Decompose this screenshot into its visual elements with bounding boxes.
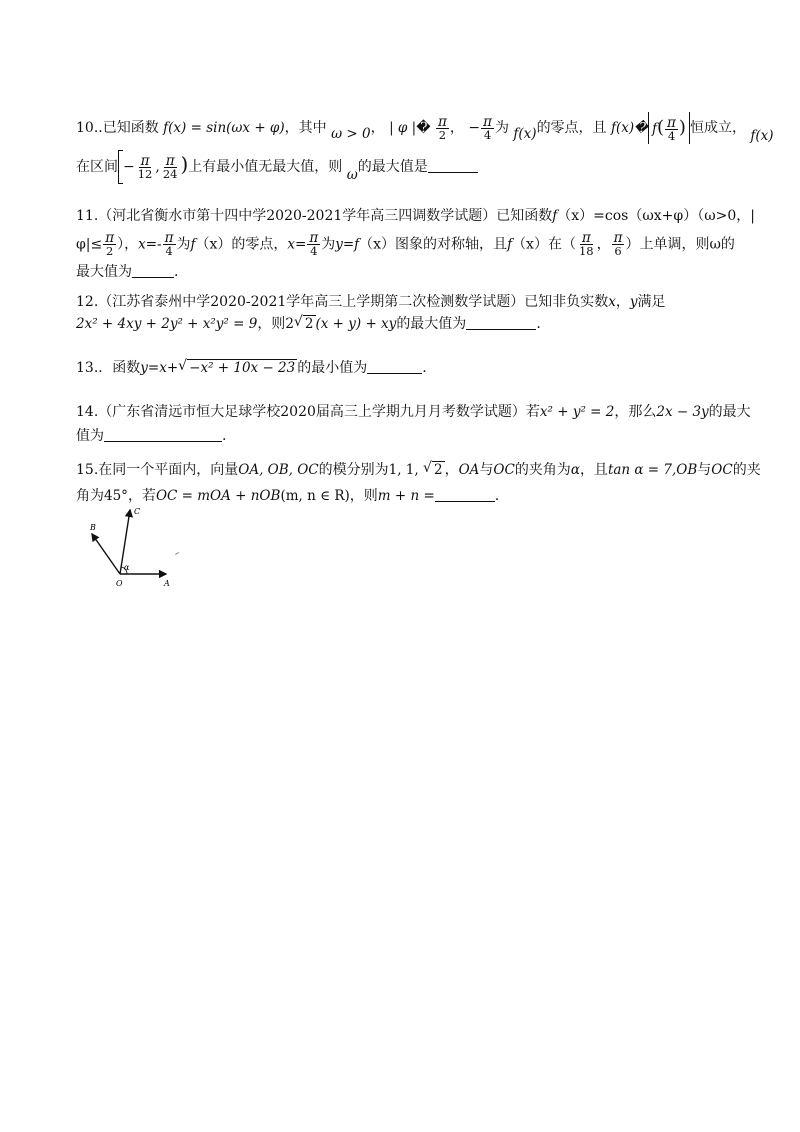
answer-blank-q11[interactable] [132, 265, 174, 278]
answer-blank-q14[interactable] [104, 429, 222, 442]
q12-line2: 2x² + 4xy + 2y² + x²y² = 9，则2√ 2 (x + y) + xy的最大值为 . [76, 314, 730, 334]
q11-line3: 最大值为 . [76, 264, 179, 280]
vector-diagram [80, 500, 190, 590]
q14-line2: 值为 . [76, 428, 227, 444]
answer-blank-q15[interactable] [435, 489, 495, 502]
q15-line2: 角为45°，若OC = mOA + nOB(m, n ∈ R)，则m + n = . [76, 488, 500, 504]
answer-blank-q13[interactable] [367, 361, 422, 374]
q10-number: 10. [76, 120, 99, 136]
label-a: A [164, 579, 170, 588]
q11-line1: 11.（河北省衡水市第十四中学2020-2021学年高三四调数学试题）已知函数f（x）=cos（ωx+φ）（ω>0，| [76, 208, 755, 224]
q11-line2: φ|≤ $\frac{\pi}{2}$ ），x=- $\frac{\pi}{4}$ 为f（x）的零点，x= $\frac{\pi}{4}$ 为y=f（x）图象的对称轴，且f（x）在（ $\frac{\pi}{18}$ ， $\frac{\pi}{6}$ ）上单调，则ω的 [76, 230, 735, 258]
fraction-pi-4: $\frac{\pi}{4}$ [483, 113, 492, 142]
q13-line1: 13.．函数y=x+√ −x² + 10x − 23 的最小值为 . [76, 358, 730, 378]
fraction-pi-2: $\frac{\pi}{2}$ [438, 113, 447, 142]
label-b: B [90, 523, 96, 532]
q10-function: f(x) = sin(ωx + φ) [163, 120, 285, 136]
q12-equation: 2x² + 4xy + 2y² + x²y² = 9 [76, 316, 258, 332]
answer-blank-q10[interactable] [428, 160, 478, 173]
q14-line1: 14.（广东省清远市恒大足球学校2020届高三上学期九月月考数学试题）若x² + y² = 2，那么2x − 3y的最大 [76, 404, 751, 420]
label-o: O [116, 579, 123, 588]
q12-line1: 12.（江苏省泰州中学2020-2021学年高三上学期第二次检测数学试题）已知非负实数x，y满足 [76, 294, 666, 310]
q15-line1: 15.在同一个平面内，向量OA, OB, OC的模分别为1, 1, √ 2 ，OA与OC的夹角为α，且tan α = 7,OB与OC的夹 [76, 460, 730, 480]
label-alpha: α [124, 563, 130, 572]
q10-line1: 10..已知函数 f(x) = sin(ωx + φ)，其中 ω > 0， | φ |� $\frac{\pi}{2}$ ， − $\frac{\pi}{4}$ 为 f(x)的零点，且 f(x)� f( $\frac{\pi}{4}$ ) 恒成立， f(x) [76, 113, 774, 144]
answer-blank-q12[interactable] [466, 317, 536, 330]
q10-line2: 在区间 − $\frac{\pi}{12}$ , $\frac{\pi}{24}$ )上有最小值无最大值，则 ω的最大值是 [76, 150, 730, 184]
vector-ob [92, 534, 120, 574]
label-c: C [134, 507, 141, 516]
abs-f-pi-4: f( $\frac{\pi}{4}$ ) [648, 112, 690, 144]
